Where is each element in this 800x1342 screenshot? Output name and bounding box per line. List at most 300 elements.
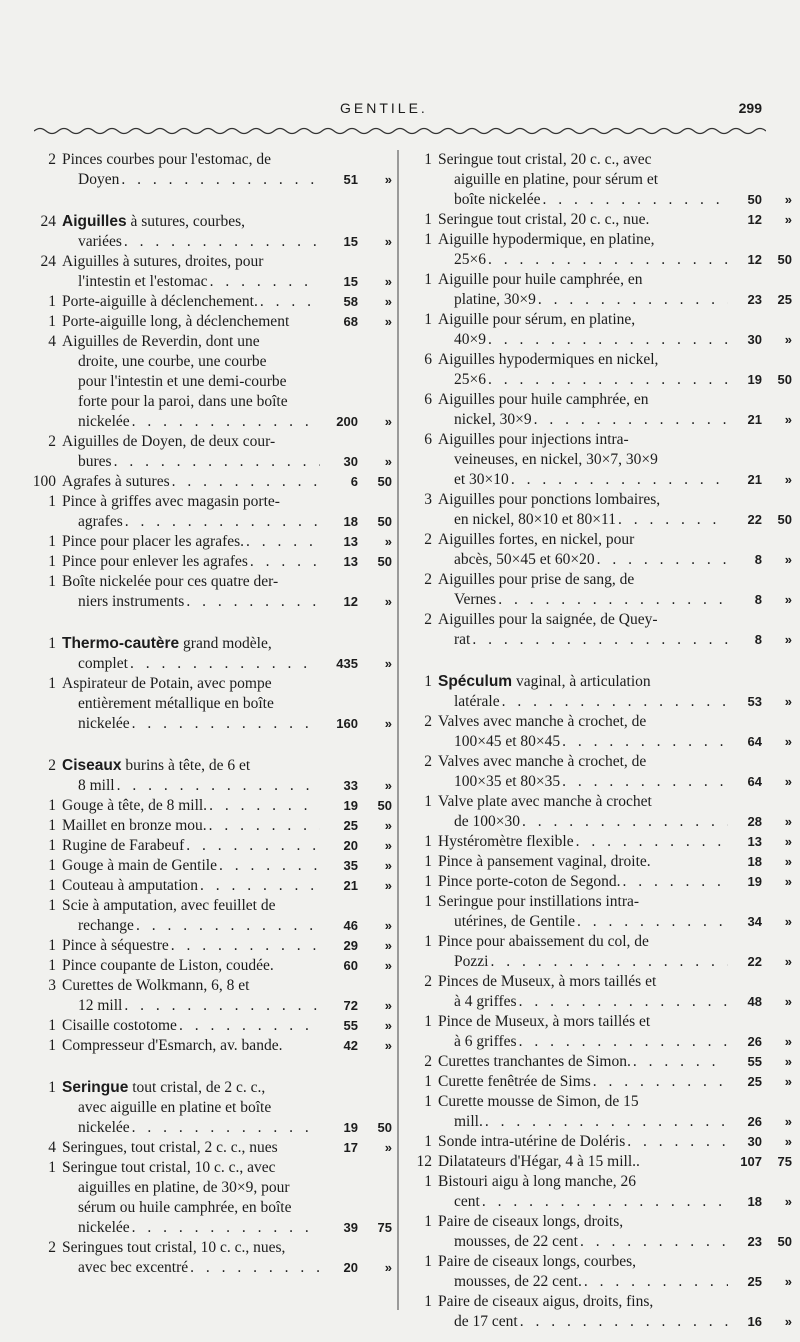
entry-line xyxy=(62,796,392,816)
price-francs: 55 xyxy=(343,1018,358,1033)
entry-price xyxy=(730,1272,792,1292)
dot-leader xyxy=(623,872,728,892)
price-centimes: » xyxy=(384,818,392,833)
price-centimes: » xyxy=(784,814,792,829)
entry-line xyxy=(438,1272,792,1292)
entry-price xyxy=(730,190,792,210)
entry-quantity: 6 xyxy=(424,351,432,368)
entry-text: avec bec excentré xyxy=(78,1259,189,1276)
entry-line xyxy=(62,1238,392,1258)
entry-line xyxy=(62,1178,392,1198)
entry-line xyxy=(62,472,392,492)
entry-price xyxy=(730,250,792,270)
entry-line xyxy=(438,210,792,230)
entry-text: cent xyxy=(454,1193,480,1210)
entry-price xyxy=(730,510,792,530)
price-centimes: » xyxy=(384,778,392,793)
price-centimes: » xyxy=(784,1114,792,1129)
price-centimes: » xyxy=(784,994,792,1009)
price-centimes: » xyxy=(384,234,392,249)
entry-price xyxy=(730,872,792,892)
catalog-entry xyxy=(402,390,792,430)
dot-leader xyxy=(593,1072,728,1092)
entry-line xyxy=(62,170,392,190)
entry-price xyxy=(322,796,392,816)
entry-text: droite, une courbe, une courbe xyxy=(78,353,267,370)
price-centimes: 50 xyxy=(777,512,792,527)
entry-text: et 30×10 xyxy=(454,471,509,488)
price-francs: 20 xyxy=(343,838,358,853)
dot-leader xyxy=(577,912,728,932)
entry-line xyxy=(62,552,392,572)
entry-text: Curettes tranchantes de Simon. xyxy=(438,1053,631,1070)
price-centimes: » xyxy=(784,914,792,929)
entry-text: Aiguille hypodermique, en platine, xyxy=(438,231,655,248)
entry-description xyxy=(438,1212,792,1252)
dot-leader xyxy=(186,592,320,612)
entry-description xyxy=(438,872,792,892)
entry-description xyxy=(62,956,392,976)
dot-leader xyxy=(130,654,320,674)
entry-text: aiguille en platine, pour sérum et xyxy=(454,171,659,188)
entry-text: Aiguilles de Doyen, de deux cour- xyxy=(62,433,276,450)
entry-text: nickelée xyxy=(78,1219,130,1236)
price-centimes: » xyxy=(784,592,792,607)
price-centimes: » xyxy=(784,1134,792,1149)
entry-quantity: 1 xyxy=(48,293,56,310)
entry-line xyxy=(62,654,392,674)
price-francs: 19 xyxy=(343,1120,358,1135)
dot-leader xyxy=(520,1312,728,1332)
entry-description xyxy=(62,856,392,876)
catalog-entry xyxy=(402,932,792,972)
entry-description xyxy=(438,712,792,752)
price-francs: 30 xyxy=(747,1134,762,1149)
catalog-entry xyxy=(0,1016,392,1036)
price-centimes: » xyxy=(384,838,392,853)
entry-line xyxy=(62,592,392,612)
entry-text: pour l'intestin et une demi-courbe xyxy=(78,373,287,390)
entry-quantity: 1 xyxy=(48,675,56,692)
entry-line xyxy=(438,1072,792,1092)
entry-price xyxy=(322,856,392,876)
entry-line xyxy=(438,952,792,972)
entry-quantity: 1 xyxy=(48,857,56,874)
price-centimes: » xyxy=(384,938,392,953)
price-francs: 28 xyxy=(747,814,762,829)
entry-description xyxy=(438,1172,792,1212)
entry-line xyxy=(438,1212,792,1232)
price-centimes: » xyxy=(384,534,392,549)
entry-description xyxy=(438,792,792,832)
entry-text: 40×9 xyxy=(454,331,486,348)
entry-text: Dilatateurs d'Hégar, 4 à 15 mill.. xyxy=(438,1153,640,1170)
entry-text: Porte-aiguille long, à déclenchement xyxy=(62,313,290,330)
entry-price xyxy=(730,410,792,430)
catalog-entry xyxy=(0,936,392,956)
entry-line xyxy=(62,1258,392,1278)
entry-text: Pince coupante de Liston, coudée. xyxy=(62,957,274,974)
entry-line xyxy=(438,852,792,872)
entry-quantity: 2 xyxy=(424,531,432,548)
price-francs: 12 xyxy=(747,252,762,267)
entry-price xyxy=(322,916,392,936)
catalog-entry xyxy=(402,310,792,350)
entry-price xyxy=(322,312,392,332)
catalog-entry xyxy=(0,292,392,312)
entry-text: 8 mill xyxy=(78,777,115,794)
entry-quantity: 1 xyxy=(48,797,56,814)
entry-quantity: 2 xyxy=(424,753,432,770)
entry-text: Pince porte-coton de Segond. xyxy=(438,873,621,890)
price-francs: 60 xyxy=(343,958,358,973)
entry-line xyxy=(438,350,792,370)
price-centimes: » xyxy=(384,918,392,933)
entry-line xyxy=(62,332,392,352)
entry-quantity: 1 xyxy=(424,1253,432,1270)
entry-text: entièrement métallique en boîte xyxy=(78,695,274,712)
entry-quantity: 1 xyxy=(48,1159,56,1176)
dot-leader xyxy=(534,410,728,430)
price-francs: 33 xyxy=(343,778,358,793)
catalog-entry xyxy=(0,150,392,190)
catalog-entry xyxy=(402,270,792,310)
price-francs: 29 xyxy=(343,938,358,953)
entry-description xyxy=(62,532,392,552)
entry-text: 25×6 xyxy=(454,251,486,268)
entry-quantity: 24 xyxy=(40,253,56,270)
price-francs: 64 xyxy=(747,734,762,749)
entry-text: complet xyxy=(78,655,128,672)
entry-price xyxy=(322,1138,392,1158)
entry-quantity: 1 xyxy=(424,933,432,950)
running-title: GENTILE. xyxy=(340,100,428,116)
entry-text: latérale xyxy=(454,693,500,710)
entry-keyword: Spéculum xyxy=(438,673,513,690)
entry-line xyxy=(62,432,392,452)
catalog-entry xyxy=(402,672,792,712)
entry-text: 100×35 et 80×35 xyxy=(454,773,561,790)
entry-text: boîte nickelée xyxy=(454,191,541,208)
catalog-entry xyxy=(402,430,792,490)
entry-quantity: 100 xyxy=(32,473,56,490)
entry-text: Pince à pansement vaginal, droite. xyxy=(438,853,651,870)
entry-text: veineuses, en nickel, 30×7, 30×9 xyxy=(454,451,658,468)
entry-text: vaginal, à articulation xyxy=(515,673,651,690)
entry-quantity: 1 xyxy=(424,853,432,870)
entry-line xyxy=(62,1016,392,1036)
price-francs: 12 xyxy=(343,594,358,609)
price-francs: 21 xyxy=(747,412,762,427)
entry-price xyxy=(730,630,792,650)
entry-price xyxy=(322,1258,392,1278)
entry-text: Aspirateur de Potain, avec pompe xyxy=(62,675,272,692)
entry-text: Valves avec manche à crochet, de xyxy=(438,753,647,770)
entry-description xyxy=(62,432,392,472)
entry-description xyxy=(62,976,392,1016)
catalog-entry xyxy=(402,350,792,390)
price-centimes: » xyxy=(784,774,792,789)
entry-text: Pinces de Museux, à mors taillés et xyxy=(438,973,657,990)
price-centimes: 50 xyxy=(377,798,392,813)
entry-description xyxy=(62,332,392,432)
entry-quantity: 1 xyxy=(424,793,432,810)
entry-text: burins à tête, de 6 et xyxy=(125,757,251,774)
dot-leader xyxy=(519,1032,728,1052)
entry-line xyxy=(438,470,792,490)
entry-line xyxy=(438,832,792,852)
catalog-entry xyxy=(0,956,392,976)
catalog-entry xyxy=(402,872,792,892)
price-francs: 8 xyxy=(754,632,762,647)
entry-keyword: Ciseaux xyxy=(62,757,122,774)
entry-line xyxy=(438,1292,792,1312)
catalog-entry xyxy=(0,1036,392,1056)
price-francs: 18 xyxy=(747,1194,762,1209)
entry-description xyxy=(438,530,792,570)
entry-line xyxy=(62,776,392,796)
price-centimes: 25 xyxy=(777,292,792,307)
catalog-entry xyxy=(0,212,392,252)
dot-leader xyxy=(576,832,728,852)
entry-text: Aiguilles fortes, en nickel, pour xyxy=(438,531,635,548)
price-francs: 42 xyxy=(343,1038,358,1053)
entry-quantity: 1 xyxy=(424,1133,432,1150)
entry-text: Sonde intra-utérine de Doléris xyxy=(438,1133,626,1150)
dot-leader xyxy=(114,452,320,472)
price-centimes: 50 xyxy=(777,1234,792,1249)
entry-quantity: 2 xyxy=(48,151,56,168)
price-francs: 25 xyxy=(747,1274,762,1289)
page-header xyxy=(0,100,800,126)
entry-line xyxy=(438,1252,792,1272)
catalog-entry xyxy=(402,892,792,932)
entry-line xyxy=(62,916,392,936)
entry-text: utérines, de Gentile xyxy=(454,913,575,930)
entry-text: Curettes de Wolkmann, 6, 8 et xyxy=(62,977,250,994)
price-francs: 13 xyxy=(747,834,762,849)
price-centimes: » xyxy=(784,1074,792,1089)
entry-description xyxy=(438,610,792,650)
price-francs: 8 xyxy=(754,592,762,607)
entry-line xyxy=(438,490,792,510)
entry-quantity: 1 xyxy=(48,1017,56,1034)
entry-description xyxy=(438,1152,792,1172)
entry-price xyxy=(322,592,392,612)
price-centimes: » xyxy=(784,472,792,487)
entry-description xyxy=(438,1092,792,1132)
price-francs: 35 xyxy=(343,858,358,873)
entry-quantity: 1 xyxy=(48,817,56,834)
entry-line xyxy=(62,232,392,252)
entry-text: abcès, 50×45 et 60×20 xyxy=(454,551,595,568)
entry-line xyxy=(62,1078,392,1098)
entry-line xyxy=(438,610,792,630)
price-francs: 15 xyxy=(343,274,358,289)
catalog-entry xyxy=(0,796,392,816)
price-francs: 19 xyxy=(343,798,358,813)
entry-line xyxy=(62,292,392,312)
entry-text: Agrafes à sutures xyxy=(62,473,170,490)
entry-quantity: 2 xyxy=(424,611,432,628)
right-column xyxy=(402,150,792,1332)
entry-price xyxy=(322,654,392,674)
entry-text: bures xyxy=(78,453,112,470)
entry-line xyxy=(62,634,392,654)
catalog-entry xyxy=(0,1138,392,1158)
entry-text: Vernes xyxy=(454,591,497,608)
entry-price xyxy=(322,996,392,1016)
entry-text: Doyen xyxy=(78,171,120,188)
entry-line xyxy=(438,992,792,1012)
entry-line xyxy=(438,630,792,650)
entry-price xyxy=(322,412,392,432)
entry-line xyxy=(62,372,392,392)
catalog-entry xyxy=(0,976,392,1016)
dot-leader xyxy=(472,630,728,650)
entry-line xyxy=(62,996,392,1016)
price-centimes: » xyxy=(384,414,392,429)
entry-description xyxy=(438,1292,792,1332)
price-centimes: » xyxy=(784,694,792,709)
entry-line xyxy=(62,532,392,552)
entry-price xyxy=(322,1016,392,1036)
catalog-entry xyxy=(0,572,392,612)
entry-line xyxy=(438,150,792,170)
price-centimes: » xyxy=(384,594,392,609)
entry-quantity: 1 xyxy=(48,937,56,954)
entry-text: Aiguille pour huile camphrée, en xyxy=(438,271,643,288)
entry-line xyxy=(62,694,392,714)
dot-leader xyxy=(597,550,728,570)
entry-line xyxy=(438,330,792,350)
entry-quantity: 1 xyxy=(424,211,432,228)
entry-line xyxy=(62,1098,392,1118)
entry-line xyxy=(62,452,392,472)
entry-text: Pince pour placer les agrafes. xyxy=(62,533,245,550)
entry-price xyxy=(730,590,792,610)
price-centimes: » xyxy=(784,1034,792,1049)
entry-line xyxy=(62,1036,392,1056)
price-francs: 72 xyxy=(343,998,358,1013)
entry-line xyxy=(62,956,392,976)
entry-quantity: 1 xyxy=(424,1293,432,1310)
price-francs: 16 xyxy=(747,1314,762,1329)
entry-line xyxy=(438,250,792,270)
catalog-entry xyxy=(402,832,792,852)
entry-price xyxy=(730,952,792,972)
entry-description xyxy=(438,210,792,230)
price-francs: 6 xyxy=(350,474,358,489)
entry-text: Aiguilles de Reverdin, dont une xyxy=(62,333,260,350)
entry-text: Scie à amputation, avec feuillet de xyxy=(62,897,276,914)
dot-leader xyxy=(584,1272,728,1292)
price-francs: 15 xyxy=(343,234,358,249)
entry-price xyxy=(730,692,792,712)
price-centimes: » xyxy=(784,552,792,567)
catalog-entry xyxy=(402,530,792,570)
price-francs: 39 xyxy=(343,1220,358,1235)
price-francs: 8 xyxy=(754,552,762,567)
entry-description xyxy=(438,1072,792,1092)
price-francs: 64 xyxy=(747,774,762,789)
dot-leader xyxy=(511,470,728,490)
entry-description xyxy=(438,852,792,872)
dot-leader xyxy=(488,330,728,350)
entry-description xyxy=(438,570,792,610)
entry-description xyxy=(62,674,392,734)
dot-leader xyxy=(490,952,728,972)
entry-line xyxy=(438,752,792,772)
entry-quantity: 1 xyxy=(424,873,432,890)
catalog-entry xyxy=(0,432,392,472)
entry-quantity: 1 xyxy=(424,311,432,328)
entry-text: Aiguilles pour la saignée, de Quey- xyxy=(438,611,658,628)
price-centimes: » xyxy=(384,454,392,469)
entry-line xyxy=(62,352,392,372)
price-centimes: » xyxy=(784,874,792,889)
entry-price xyxy=(322,836,392,856)
price-francs: 12 xyxy=(747,212,762,227)
dot-leader xyxy=(132,1118,320,1138)
entry-line xyxy=(438,812,792,832)
entry-line xyxy=(438,1112,792,1132)
price-francs: 55 xyxy=(747,1054,762,1069)
entry-text: Pince de Museux, à mors taillés et xyxy=(438,1013,651,1030)
price-francs: 25 xyxy=(343,818,358,833)
catalog-entry xyxy=(0,816,392,836)
price-centimes: 50 xyxy=(777,372,792,387)
entry-description xyxy=(62,1158,392,1238)
entry-line xyxy=(438,1152,792,1172)
price-centimes: » xyxy=(784,1274,792,1289)
entry-text: Pozzi xyxy=(454,953,489,970)
entry-line xyxy=(438,510,792,530)
entry-price xyxy=(730,1072,792,1092)
catalog-entry xyxy=(402,1092,792,1132)
entry-text: mousses, de 22 cent. xyxy=(454,1273,582,1290)
entry-text: Seringues, tout cristal, 2 c. c., nues xyxy=(62,1139,278,1156)
entry-text: sérum ou huile camphrée, en boîte xyxy=(78,1199,292,1216)
catalog-entry xyxy=(402,1212,792,1252)
price-centimes: 50 xyxy=(377,1120,392,1135)
dot-leader xyxy=(200,876,320,896)
entry-text: de 17 cent xyxy=(454,1313,518,1330)
entry-description xyxy=(62,1138,392,1158)
price-francs: 48 xyxy=(747,994,762,1009)
entry-line xyxy=(438,892,792,912)
entry-text: Paire de ciseaux aigus, droits, fins, xyxy=(438,1293,654,1310)
entry-line xyxy=(438,912,792,932)
entry-text: Paire de ciseaux longs, courbes, xyxy=(438,1253,636,1270)
entry-line xyxy=(438,732,792,752)
entry-text: Bistouri aigu à long manche, 26 xyxy=(438,1173,637,1190)
entry-quantity: 3 xyxy=(424,491,432,508)
price-centimes: » xyxy=(384,656,392,671)
entry-price xyxy=(322,472,392,492)
entry-price xyxy=(730,912,792,932)
price-francs: 21 xyxy=(343,878,358,893)
price-centimes: » xyxy=(384,294,392,309)
entry-quantity: 1 xyxy=(424,151,432,168)
entry-price xyxy=(730,832,792,852)
price-francs: 107 xyxy=(740,1154,762,1169)
catalog-entry xyxy=(402,1252,792,1292)
price-centimes: » xyxy=(384,998,392,1013)
entry-price xyxy=(322,272,392,292)
entry-text: Seringue tout cristal, 10 c. c., avec xyxy=(62,1159,276,1176)
catalog-entry xyxy=(402,230,792,270)
